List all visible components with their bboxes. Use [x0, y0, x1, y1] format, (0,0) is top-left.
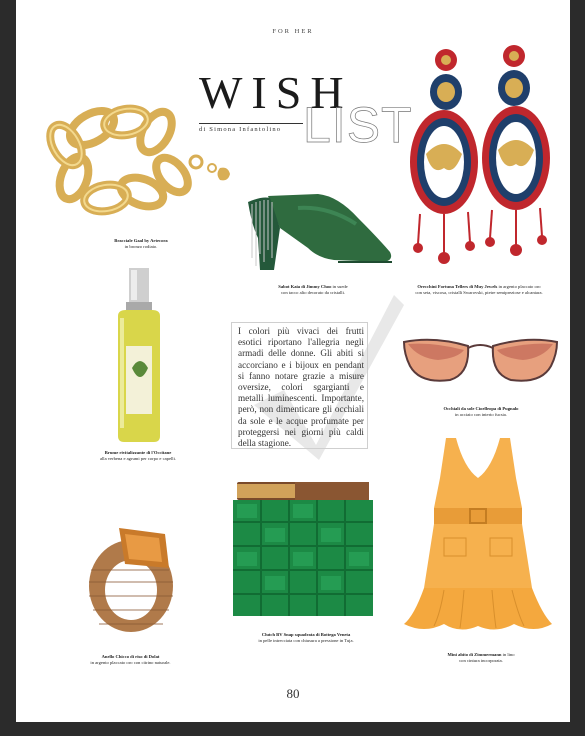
- sunglasses-caption-title: Occhiali da sole Cioelleopa di Pugnalo: [443, 406, 519, 411]
- mules-caption-material: in suede: [331, 284, 348, 289]
- clutch-image: [233, 482, 373, 617]
- ring-caption-detail: in argento placcato oro con citrino naturale.: [90, 660, 171, 665]
- ring-caption-title: Anello Chicco di riso di Dolat: [101, 654, 160, 659]
- mules-image: [238, 188, 398, 276]
- dress-caption: [426, 652, 536, 664]
- perfume-caption: [78, 450, 198, 462]
- section-label: FOR HER: [272, 28, 314, 35]
- perfume-image: [114, 268, 164, 443]
- bracelet-caption-detail: in bronzo rodiato.: [124, 244, 158, 249]
- clutch-caption-detail: in pelle intrecciata con chiusura a pressione in Tuja.: [258, 638, 354, 643]
- mules-caption-title: Sabot Kaia di Jimmy Choo: [278, 284, 332, 289]
- bracelet-image: [44, 100, 234, 220]
- title-wish: WISH: [199, 67, 353, 118]
- earrings-caption-detail: con seta, viscosa, cristalli Swarovski, pietre semipreziose e alcantara.: [415, 290, 543, 295]
- sunglasses-caption: [421, 406, 541, 418]
- bracelet-caption: [86, 238, 196, 250]
- ring-image: [79, 520, 189, 640]
- byline: di Simona Infantolino: [199, 126, 282, 133]
- sunglasses-caption-detail: in acciaio con interio fucsia.: [455, 412, 507, 417]
- earrings-caption-title: Orecchini Fortuna Tellers di Muy Jewels: [417, 284, 498, 289]
- ring-caption: [68, 654, 193, 666]
- page-number: 80: [286, 686, 300, 701]
- clutch-caption-title: Clutch BV Snap squadrata di Bottega Veneta: [261, 632, 351, 637]
- clutch-caption: [236, 632, 376, 644]
- quote-text: I colori più vivaci dei frutti esotici riportano l'allegria negli armadi delle donne. Gli abiti si accorciano e i bijoux en pendant si fanno notare grazie a misure oversize, colori sgargianti e metalli luminescenti. Importante, però, non dimenticare gli occhiali da sole e le acque profumate per proteggersi nei giorni più caldi della stagione.: [238, 326, 364, 449]
- title-list: LIST: [303, 97, 413, 153]
- dress-image: [404, 438, 554, 638]
- mules-caption-detail: con tacco alto decorato da cristalli.: [280, 290, 346, 295]
- perfume-caption-title: Brume rivitalizzante di l'Occitane: [104, 450, 172, 455]
- bracelet-caption-title: Bracciale Gaal by Artecora: [114, 238, 168, 243]
- sunglasses-image: [398, 336, 563, 386]
- perfume-caption-detail: alla verbena e agrumi per corpo e capelli.: [99, 456, 176, 461]
- dress-caption-title: Mini abito di Zimmermann: [447, 652, 502, 657]
- earrings-caption: [398, 284, 560, 296]
- magazine-page: [16, 0, 570, 722]
- dress-caption-material: in lino: [501, 652, 515, 657]
- earrings-image: [406, 44, 556, 274]
- earrings-caption-material: in argento placcato oro: [497, 284, 541, 289]
- dress-caption-detail: con cintura incorporata.: [459, 658, 503, 663]
